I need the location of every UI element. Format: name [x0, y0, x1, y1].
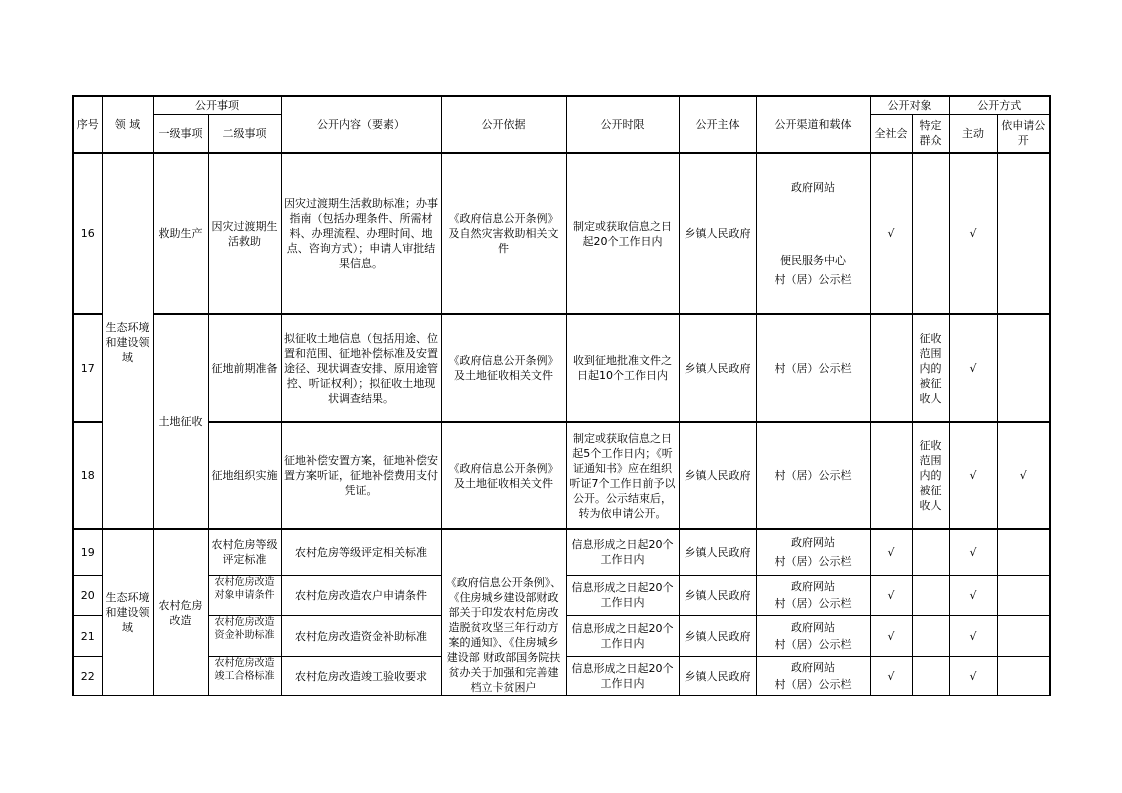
on-request-check: [997, 153, 1050, 314]
seq-cell: 19: [73, 529, 102, 575]
content-cell: 农村危房改造资金补助标准: [281, 616, 441, 657]
domain-cell: 生态环境和建设领域: [102, 529, 153, 696]
seq-cell: 20: [73, 575, 102, 616]
level1-cell: 土地征收: [153, 314, 208, 529]
header-level1: 一级事项: [153, 114, 208, 153]
header-mode: 公开方式: [949, 96, 1050, 114]
specific-cell: 征收范围内的被征收人: [912, 314, 949, 422]
level1-cell: 农村危房改造: [153, 529, 208, 696]
domain-cell: 生态环境和建设领域: [102, 153, 153, 529]
timelimit-cell: 收到征地批准文件之日起10个工作日内: [566, 314, 679, 422]
active-check: √: [949, 575, 997, 616]
seq-cell: 17: [73, 314, 102, 422]
on-request-check: [997, 529, 1050, 575]
channel-line: 村（居）公示栏: [774, 273, 852, 286]
channel-line: 村（居）公示栏: [774, 678, 852, 692]
active-check: √: [949, 314, 997, 422]
channel-cell: [756, 529, 870, 575]
header-channel: 公开渠道和载体: [756, 96, 870, 153]
channel-line: 村（居）公示栏: [774, 555, 852, 569]
level2-cell: 农村危房改造竣工合格标准: [208, 657, 281, 696]
content-cell: 农村危房改造农户申请条件: [281, 575, 441, 616]
content-cell: 农村危房等级评定相关标准: [281, 529, 441, 575]
specific-cell: [912, 616, 949, 657]
specific-cell: [912, 575, 949, 616]
basis-cell: 《政府信息公开条例》及土地征收相关文件: [441, 314, 566, 422]
level2-cell: 征地组织实施: [208, 422, 281, 529]
header-target: 公开对象: [870, 96, 949, 114]
all-society-check: √: [870, 153, 912, 314]
timelimit-cell: 信息形成之日起20个工作日内: [566, 616, 679, 657]
table-row: [73, 153, 1050, 314]
all-society-check: [870, 422, 912, 529]
specific-cell: [912, 153, 949, 314]
all-society-check: √: [870, 529, 912, 575]
subject-cell: 乡镇人民政府: [679, 314, 756, 422]
all-society-check: √: [870, 616, 912, 657]
header-on-request: 依申请公开: [997, 114, 1050, 153]
header-specific: 特定群众: [912, 114, 949, 153]
subject-cell: 乡镇人民政府: [679, 575, 756, 616]
seq-cell: 16: [73, 153, 102, 314]
active-check: √: [949, 422, 997, 529]
channel-line: 政府网站: [791, 661, 835, 675]
level2-cell: 农村危房等级评定标准: [208, 529, 281, 575]
timelimit-cell: 信息形成之日起20个工作日内: [566, 529, 679, 575]
level2-cell: 农村危房改造资金补助标准: [208, 616, 281, 657]
channel-cell: [756, 153, 870, 314]
header-timelimit: 公开时限: [566, 96, 679, 153]
channel-line: 政府网站: [791, 621, 835, 635]
header-seq: 序号: [73, 96, 102, 153]
channel-cell: 村（居）公示栏: [756, 422, 870, 529]
timelimit-cell: 信息形成之日起20个工作日内: [566, 657, 679, 696]
channel-line: 便民服务中心: [780, 254, 846, 267]
header-items: 公开事项: [153, 96, 281, 114]
header-subject: 公开主体: [679, 96, 756, 153]
header-domain: 领 域: [102, 96, 153, 153]
channel-cell: [756, 616, 870, 657]
all-society-check: √: [870, 575, 912, 616]
header-active: 主动: [949, 114, 997, 153]
subject-cell: 乡镇人民政府: [679, 657, 756, 696]
level2-cell: 因灾过渡期生活救助: [208, 153, 281, 314]
channel-line: 政府网站: [791, 536, 835, 550]
seq-cell: 18: [73, 422, 102, 529]
on-request-check: [997, 314, 1050, 422]
header-all-society: 全社会: [870, 114, 912, 153]
channel-line: 政府网站: [791, 580, 835, 594]
content-cell: 征地补偿安置方案，征地补偿安置方案听证，征地补偿费用支付凭证。: [281, 422, 441, 529]
subject-cell: 乡镇人民政府: [679, 616, 756, 657]
basis-cell: 《政府信息公开条例》、《住房城乡建设部财政部关于印发农村危房改造脱贫攻坚三年行动方案的通知》、《住房城乡建设部 财政部国务院扶贫办关于加强和完善建档立卡贫困户: [441, 529, 566, 696]
specific-cell: [912, 657, 949, 696]
all-society-check: [870, 314, 912, 422]
table-row: [73, 529, 1050, 575]
channel-line: 政府网站: [791, 181, 835, 194]
level2-cell: 征地前期准备: [208, 314, 281, 422]
content-cell: 农村危房改造竣工验收要求: [281, 657, 441, 696]
on-request-check: [997, 616, 1050, 657]
disclosure-table: [72, 95, 1051, 696]
table-row: [73, 314, 1050, 422]
on-request-check: [997, 575, 1050, 616]
active-check: √: [949, 657, 997, 696]
subject-cell: 乡镇人民政府: [679, 529, 756, 575]
channel-line: 村（居）公示栏: [774, 597, 852, 611]
timelimit-cell: 信息形成之日起20个工作日内: [566, 575, 679, 616]
basis-cell: 《政府信息公开条例》及自然灾害救助相关文件: [441, 153, 566, 314]
level1-cell: 救助生产: [153, 153, 208, 314]
basis-cell: 《政府信息公开条例》及土地征收相关文件: [441, 422, 566, 529]
header-basis: 公开依据: [441, 96, 566, 153]
timelimit-cell: 制定或获取信息之日起5个工作日内；《听证通知书》应在组织听证7个工作日前予以公开。公示结束后，转为依申请公开。: [566, 422, 679, 529]
seq-cell: 21: [73, 616, 102, 657]
on-request-check: [997, 657, 1050, 696]
specific-cell: 征收范围内的被征收人: [912, 422, 949, 529]
header-content: 公开内容（要素）: [281, 96, 441, 153]
timelimit-cell: 制定或获取信息之日起20个工作日内: [566, 153, 679, 314]
seq-cell: 22: [73, 657, 102, 696]
on-request-check: √: [997, 422, 1050, 529]
active-check: √: [949, 153, 997, 314]
all-society-check: √: [870, 657, 912, 696]
subject-cell: 乡镇人民政府: [679, 153, 756, 314]
specific-cell: [912, 529, 949, 575]
channel-cell: 村（居）公示栏: [756, 314, 870, 422]
header-level2: 二级事项: [208, 114, 281, 153]
level2-cell: 农村危房改造对象申请条件: [208, 575, 281, 616]
active-check: √: [949, 529, 997, 575]
active-check: √: [949, 616, 997, 657]
channel-cell: [756, 657, 870, 696]
channel-line: 村（居）公示栏: [774, 638, 852, 652]
content-cell: 拟征收土地信息（包括用途、位置和范围、征地补偿标准及安置途径、现状调查安排、原用途管控、听证权利）；拟征收土地现状调查结果。: [281, 314, 441, 422]
subject-cell: 乡镇人民政府: [679, 422, 756, 529]
channel-cell: [756, 575, 870, 616]
table-row: [73, 422, 1050, 529]
content-cell: 因灾过渡期生活救助标准；办事指南（包括办理条件、所需材料、办理流程、办理时间、地点、咨询方式）；申请人审批结果信息。: [281, 153, 441, 314]
